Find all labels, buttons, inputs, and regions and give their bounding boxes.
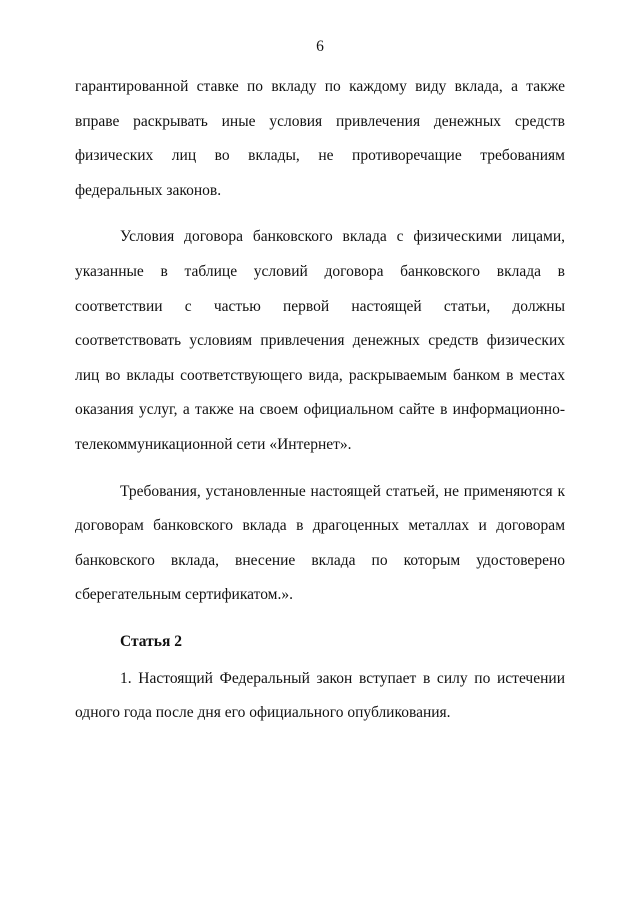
document-body <box>75 70 565 731</box>
paragraph-requirements: Требования, установленные настоящей статьей, не применяются к договорам банковского вклада в драгоценных металлах и договорам банковского вклада, внесение вклада по которым удостоверено сберегательным сертификатом.». <box>75 482 565 604</box>
paragraph-effective-date: 1. Настоящий Федеральный закон вступает в силу по истечении одного года после дня его официального опубликования. <box>75 669 565 722</box>
page-number: 6 <box>316 38 324 55</box>
paragraph-conditions: Условия договора банковского вклада с физическими лицами, указанные в таблице условий договора банковского вклада в соответствии с частью первой настоящей статьи, должны соответствовать условиям привлечения денежных средств физических лиц во вклады соответствующего вида, раскрываемым банком в местах оказания услуг, а также на своем официальном сайте в информационно-телекоммуникационной сети «Интернет». <box>75 228 565 453</box>
article-heading: Статья 2 <box>120 632 182 650</box>
paragraph-continuation: гарантированной ставке по вкладу по каждому виду вклада, а также вправе раскрывать иные условия привлечения денежных средств физических лиц во вклады, не противоречащие требованиям федеральных законов. <box>75 78 565 199</box>
